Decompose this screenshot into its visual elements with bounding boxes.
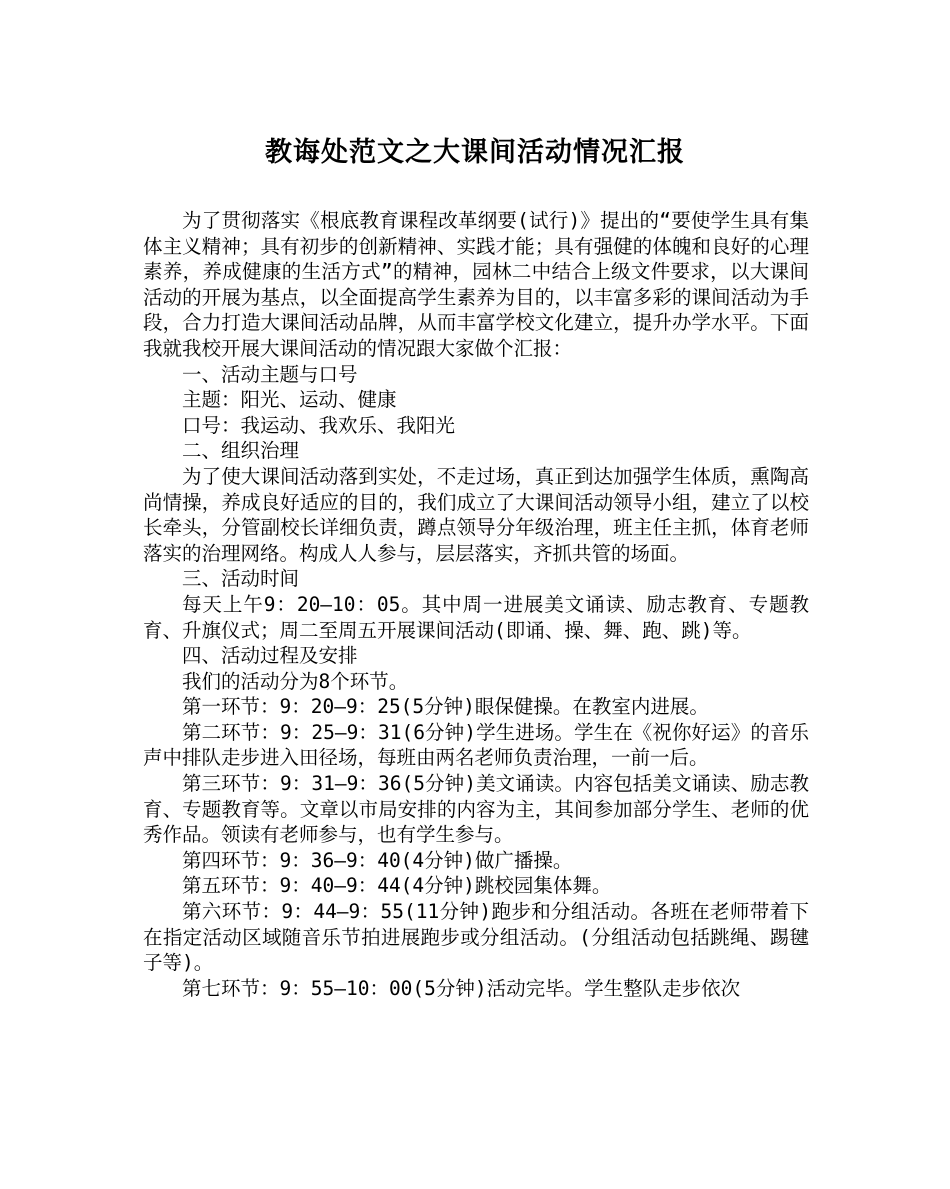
paragraph-slogan: 口号：我运动、我欢乐、我阳光 [182,413,456,437]
section-heading-theme: 一、活动主题与口号 [182,362,358,386]
paragraph-intro: 为了贯彻落实《根底教育课程改革纲要(试行)》提出的“要使学生具有集体主义精神；具有初步的创新精神、实践才能；具有强健的体魄和良好的心理素养，养成健康的生活方式”的精神，园林二中结合上级文件要求，以大课间活动的开展为基点，以全面提高学生素养为目的，以丰富多彩的课间活动为手段，合力打造大课间活动品牌，从而丰富学校文化建立，提升办学水平。下面我就我校开展大课间活动的情况跟大家做个汇报： [143,209,809,360]
paragraph-step-1: 第一环节：9：20—9：25(5分钟)眼保健操。在教室内进展。 [182,695,709,719]
paragraph-step-7: 第七环节：9：55—10：00(5分钟)活动完毕。学生整队走步依次 [182,976,741,1000]
paragraph-process-intro: 我们的活动分为8个环节。 [182,669,409,693]
section-heading-organization: 二、组织治理 [182,439,300,463]
paragraph-step-5: 第五环节：9：40—9：44(4分钟)跳校园集体舞。 [182,874,612,898]
paragraph-step-2: 第二环节：9：25—9：31(6分钟)学生进场。学生在《祝你好运》的音乐声中排队走步进入田径场，每班由两名老师负责治理，一前一后。 [143,720,809,770]
section-heading-process: 四、活动过程及安排 [182,644,358,668]
document-title: 教诲处范文之大课间活动情况汇报 [265,137,685,168]
section-heading-time: 三、活动时间 [182,567,300,591]
paragraph-time: 每天上午9：20—10：05。其中周一进展美文诵读、励志教育、专题教育、升旗仪式；周二至周五开展课间活动(即诵、操、舞、跑、跳)等。 [143,592,809,642]
paragraph-step-4: 第四环节：9：36—9：40(4分钟)做广播操。 [182,848,573,872]
paragraph-theme: 主题：阳光、运动、健康 [182,388,397,412]
paragraph-step-6: 第六环节：9：44—9：55(11分钟)跑步和分组活动。各班在老师带着下在指定活动区域随音乐节拍进展跑步或分组活动。(分组活动包括跳绳、踢毽子等)。 [143,900,809,975]
document-body [143,208,809,1001]
paragraph-organization: 为了使大课间活动落到实处，不走过场，真正到达加强学生体质，熏陶高尚情操，养成良好适应的目的，我们成立了大课间活动领导小组，建立了以校长牵头，分管副校长详细负责，蹲点领导分年级治理，班主任主抓，体育老师落实的治理网络。构成人人参与，层层落实，齐抓共管的场面。 [143,464,809,565]
paragraph-step-3: 第三环节：9：31—9：36(5分钟)美文诵读。内容包括美文诵读、励志教育、专题教育等。文章以市局安排的内容为主，其间参加部分学生、老师的优秀作品。领读有老师参与，也有学生参与。 [143,772,809,847]
